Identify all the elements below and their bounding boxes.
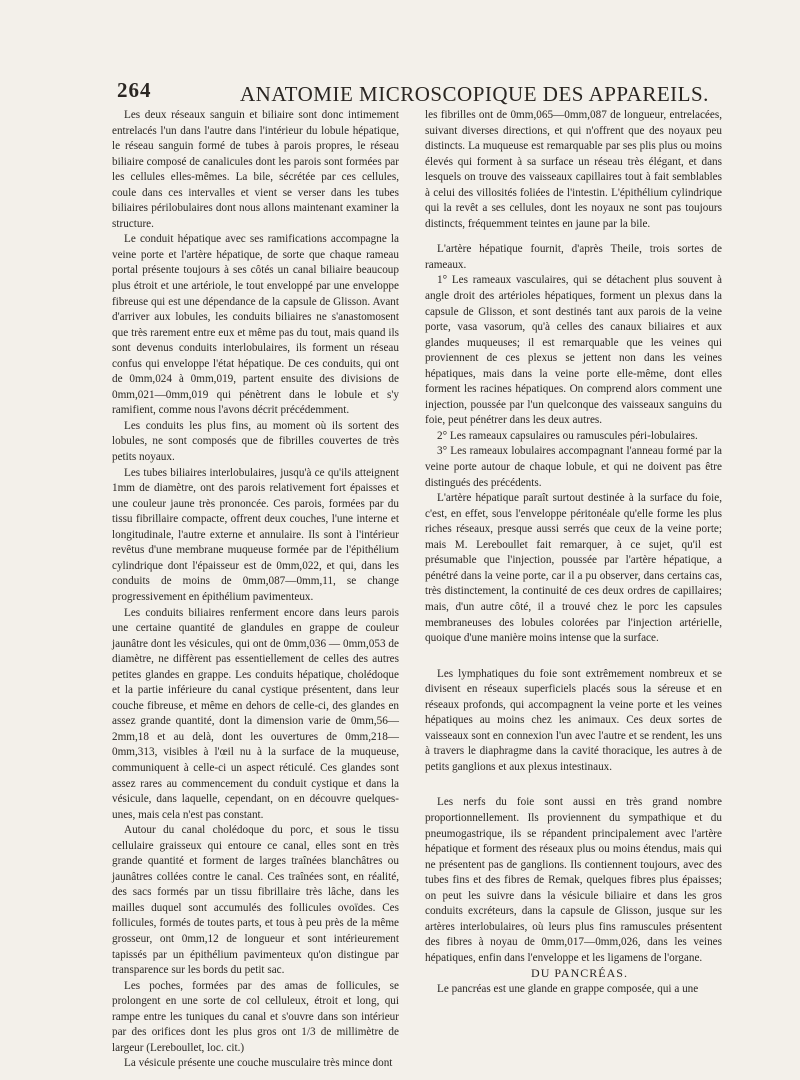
paragraph: Le conduit hépatique avec ses ramifications accompagne la veine porte et l'artère hépatique, de sorte que chaque rameau portal présente toujours à ses côtés un canal biliaire beaucoup plus étroit et une artériole, le tout enveloppé par une enveloppe fibreuse qui est une dépendance de la capsule de Glisson. Avant d'arriver aux lobules, les conduits biliaires ne s'anastomosent que très rarement entre eux et même pas du tout, mais quand ils sont devenus conduits interlobulaires, ils forment un réseau confus qui enveloppe l'état hépatique. De ces conduits, qui ont de 0mm,024 à 0mm,019, partent ensuite des divisions de 0mm,021—0mm,019 qui pénètrent dans le lobule et s'y ramifient, comme nous l'avons décrit précédemment. bbox=[112, 233, 399, 417]
left-column bbox=[112, 108, 399, 1072]
section-title: DU PANCRÉAS. bbox=[531, 966, 628, 981]
running-head: ANATOMIE MICROSCOPIQUE DES APPAREILS. bbox=[240, 82, 709, 106]
right-column bbox=[425, 108, 722, 998]
paragraph: L'artère hépatique fournit, d'après Theile, trois sortes de rameaux. bbox=[425, 243, 722, 271]
paragraph: Les deux réseaux sanguin et biliaire sont donc intimement entrelacés l'un dans l'autre dans l'intérieur du lobule hépatique, le réseau sanguin formé de tubes à parois propres, le réseau biliaire composé de canalicules dont les parois sont formées par les cellules elles-mêmes. La bile, sécrétée par ces cellules, coule dans ces intervalles et vient se verser dans les tubes biliaires périlobulaires dont nous allons maintenant examiner la structure. bbox=[112, 109, 399, 230]
paragraph: 1° Les rameaux vasculaires, qui se détachent plus souvent à angle droit des artérioles hépatiques, forment un plexus dans la capsule de Glisson, et sont destinés tant aux parois de la veine porte, vasa vasorum, qu'à celles des canaux biliaires et aux glandes muqueuses; il est remarquable que les veines qui proviennent de ces plexus se jettent non dans les veines hépatiques, mais dans la veine porte elle-même, dont elles forment les racines hépatiques. On comprend alors comment une injection, poussée par l'un quelconque des vaisseaux sanguins du foie, peut pénétrer dans les deux autres. bbox=[425, 274, 722, 427]
paragraph: Les conduits biliaires renferment encore dans leurs parois une certaine quantité de glandules en grappe de couleur jaunâtre dont les vésicules, qui ont de 0mm,036 — 0mm,053 de diamètre, ne diffèrent pas essentiellement de celles des autres petites glandes en grappe. Les conduits hépatique, cholédoque et la partie inférieure du canal cystique présentent, dans leur couche fibreuse, et même en dehors de celle-ci, des glandes en assez grande quantité, dont la dimension varie de 0mm,56—2mm,18 et au delà, dont les ouvertures de 0mm,218—0mm,313, visibles à l'œil nu à la surface de la muqueuse, communiquent à celle-ci un aspect réticulé. Ces glandes sont assez rares au commencement du conduit cystique et dans la vésicule, dans laquelle, cependant, on en découvre quelques-unes, mais cela n'est pas constant. bbox=[112, 606, 399, 821]
paragraph: 3° Les rameaux lobulaires accompagnant l'anneau formé par la veine porte autour de chaque lobule, et qui ne doivent pas être distingués des précédents. bbox=[425, 445, 722, 489]
paragraph: Les lymphatiques du foie sont extrêmement nombreux et se divisent en réseaux superficiels placés sous la séreuse et en réseaux profonds, qui accompagnent la veine porte et les veines hépatiques au moins chez les animaux. Ces deux sortes de vaisseaux sont en connexion l'un avec l'autre et se rendent, les uns à travers le diaphragme dans la cavité thoracique, les autres à de petits ganglions et aux plexus intestinaux. bbox=[425, 667, 722, 773]
paragraph: La vésicule présente une couche musculaire très mince dont bbox=[124, 1057, 393, 1070]
paragraph: L'artère hépatique paraît surtout destinée à la surface du foie, c'est, en effet, sous l'enveloppe péritonéale qu'elle forme les plus riches réseaux, presque aussi serrés que ceux de la veine porte; mais M. Lereboullet fait remarquer, à ce sujet, qu'il est présumable que l'injection, poussée par l'artère hépatique, a pénétré dans la veine porte, car il a pu observer, dans certains cas, très distinctement, la continuité de ces deux ordres de capillaires; mais, d'un autre côté, il a trouvé chez le porc les capsules membraneuses des lobules colorées par l'injection artérielle, quoique d'une manière moins intense que la surface. bbox=[425, 492, 722, 645]
paragraph: Les poches, formées par des amas de follicules, se prolongent en une sorte de col celluleux, étroit et long, qui rampe entre les tuniques du canal et s'ouvre dans son intérieur par des orifices dont les plus gros ont 1/3 de millimètre de largeur (Lereboullet, loc. cit.) bbox=[112, 979, 399, 1054]
paragraph: Les nerfs du foie sont aussi en très grand nombre proportionnellement. Ils proviennent du sympathique et du pneumogastrique, ils se répandent principalement avec l'artère hépatique et forment des réseaux plus ou moins étendus, mais qui ne présentent pas de ganglions. Ils contiennent toujours, avec des tubes fins et des fibres de Remak, quelques fibres plus épaisses; on peut les suivre dans la vésicule biliaire et dans les gros conduits excréteurs, dans la capsule de Glisson, jusque sur les artères interlobulaires, où leurs plus fins ramuscules présentent des fibres à noyau de 0mm,017—0mm,026, dans les veines hépatiques, enfin dans l'enveloppe et les ligamens de l'organe. bbox=[425, 796, 722, 964]
paragraph: 2° Les rameaux capsulaires ou ramuscules péri-lobulaires. bbox=[437, 429, 698, 442]
paragraph: Autour du canal cholédoque du porc, et sous le tissu cellulaire graisseux qui entoure ce canal, elles sont en très grande quantité et forment de larges traînées blanchâtres ou jaunâtres collées contre le canal. Ces traînées sont, en réalité, des sacs formés par un tissu fibrillaire très lâche, dans les mailles duquel sont accumulés des follicules ovoïdes. Ces follicules, formés de toutes parts, et tous à peu près de la même grosseur, ont 0mm,12 de longueur et sont intérieurement tapissés par un épithélium pavimenteux qu'on distingue par transparence sur les bords du petit sac. bbox=[112, 824, 399, 977]
paragraph: les fibrilles ont de 0mm,065—0mm,087 de longueur, entrelacées, suivant diverses directions, et qui n'offrent que des noyaux peu distincts. La muqueuse est remarquable par ses plis plus ou moins élevés qui forment à sa surface un réseau très élégant, et dans lesquels on trouve des vaisseaux capillaires tout à fait semblables à celui des villosités foliées de l'intestin. L'épithélium cylindrique qui la revêt a ses cellules, dont les noyaux ne sont pas toujours distincts, fréquemment teintes en jaune par la bile. bbox=[425, 109, 722, 230]
paragraph: Les conduits les plus fins, au moment où ils sortent des lobules, ne sont composés que de fibrilles couvertes de très petits noyaux. bbox=[112, 419, 399, 464]
paragraph: Le pancréas est une glande en grappe composée, qui a une bbox=[437, 982, 699, 995]
page-number: 264 bbox=[117, 78, 152, 102]
paragraph: Les tubes biliaires interlobulaires, jusqu'à ce qu'ils atteignent 1mm de diamètre, ont des parois relativement fort épaisses et une couleur jaune très prononcée. Ces parois, formées par du tissu fibrillaire compacte, offrent deux couches, l'une interne et longitudinale, l'autre externe et annulaire. Ils sont à l'intérieur revêtus d'une membrane muqueuse formée par de l'épithélium cylindrique dont l'épaisseur est de 0mm,022, et qui, dans les conduits de moins de 0mm,087—0mm,11, se change progressivement en épithélium pavimenteux. bbox=[112, 466, 399, 603]
